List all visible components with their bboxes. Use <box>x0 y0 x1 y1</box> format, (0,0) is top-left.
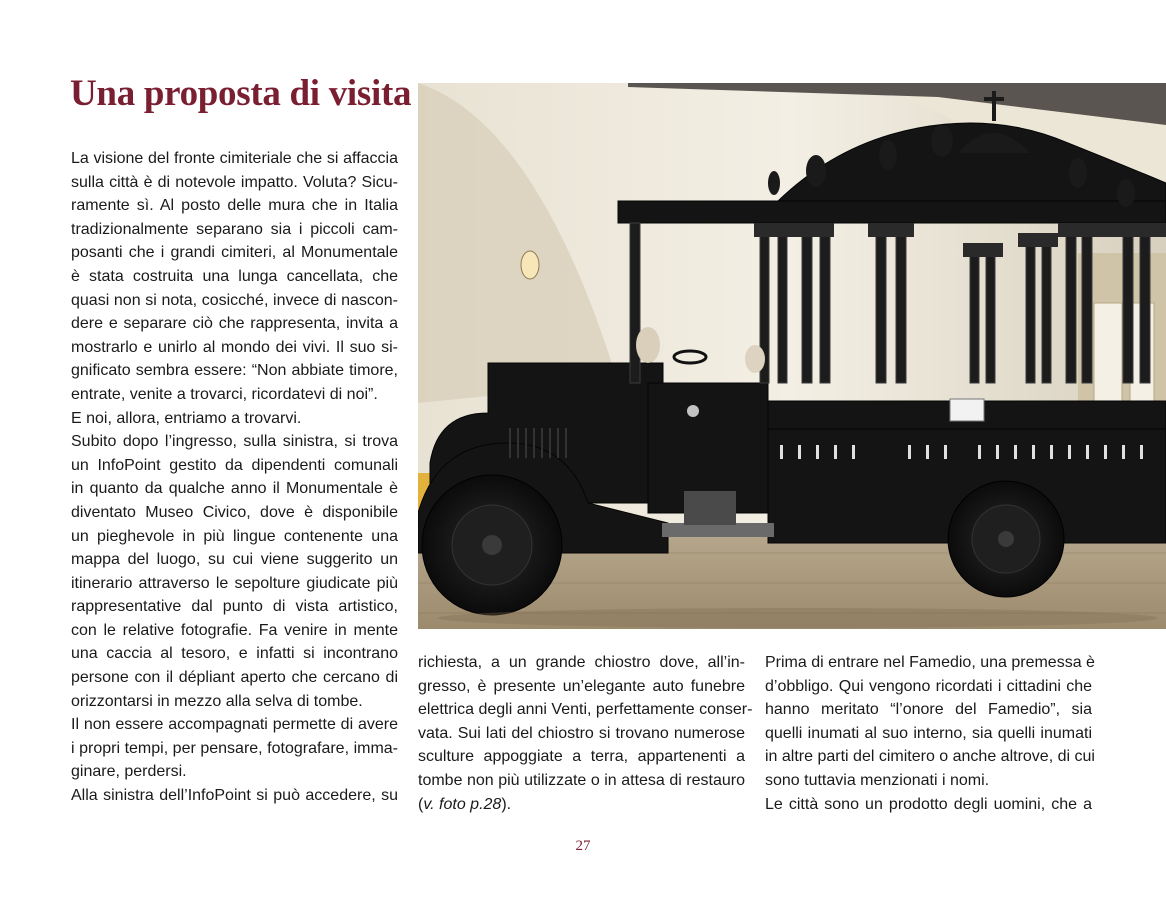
text-line: Il non essere accompagnati permette di avere <box>71 716 398 734</box>
page-number: 27 <box>575 838 591 854</box>
text-line: Le città sono un prodotto degli uomini, che a <box>765 795 1092 813</box>
text-line: vata. Sui lati del chiostro si trovano numerose <box>418 724 745 742</box>
text-line: sculture appoggiate a terra, appartenenti a <box>418 748 745 766</box>
text-line: mappa del luogo, su cui viene suggerito un <box>71 551 398 569</box>
text-line: ginare, perdersi. <box>71 763 187 781</box>
text-column-right <box>765 651 1095 816</box>
text-line: con le relative fotografie. Fa venire in mente <box>71 621 398 639</box>
text-line: ramente sì. Al posto delle mura che in Italia <box>71 197 398 215</box>
photo-reference: v. foto p.28 <box>423 795 502 813</box>
text-line: diventato Museo Civico, dove è disponibile <box>71 503 398 521</box>
text-line: sono tuttavia menzionati i nomi. <box>765 771 990 789</box>
text-line: persone con il dépliant aperto che cercano di <box>71 669 398 687</box>
text-column-middle <box>418 651 753 816</box>
text-line: La visione del fronte cimiteriale che si affaccia <box>71 150 398 167</box>
text-line: Prima di entrare nel Famedio, una premessa è <box>765 654 1095 671</box>
text-line: in altre parti del cimitero o anche altrove, di cui <box>765 748 1095 766</box>
text-line: è stata costruita una lunga cancellata, che <box>71 267 398 285</box>
text-line: elettrica degli anni Venti, perfettamente conser- <box>418 701 753 719</box>
text-line: tombe non più utilizzate o in attesa di restauro <box>418 771 745 789</box>
text-line: d’obbligo. Qui vengono ricordati i cittadini che <box>765 677 1092 695</box>
paren-close: ). <box>501 795 512 813</box>
text-line: itinerario attraverso le sepolture giudicate più <box>71 574 398 592</box>
text-line: gresso, è presente un’elegante auto funebre <box>418 677 745 695</box>
text-line: Alla sinistra dell’InfoPoint si può accedere, su <box>71 787 398 805</box>
text-line-photo-reference <box>418 793 745 817</box>
text-line: entrate, venite a trovarci, ricordatevi di noi”. <box>71 385 378 403</box>
text-line: mostrarlo e unirlo al mondo dei vivi. Il suo si- <box>71 338 398 356</box>
text-line: in quanto da qualche anno il Monumentale è <box>71 480 398 498</box>
text-line: quelli inumati al suo interno, sia quelli inumati <box>765 724 1092 742</box>
text-line: tradizionalmente separano sia i piccoli cam- <box>71 220 398 238</box>
text-line: posanti che i grandi cimiteri, al Monumentale <box>71 244 398 262</box>
text-column-left <box>71 147 398 808</box>
text-line: una caccia al tesoro, e infatti si incontrano <box>71 645 398 663</box>
text-line: E noi, allora, entriamo a trovarvi. <box>71 409 302 427</box>
photo-hearse <box>418 83 1166 629</box>
text-line: Subito dopo l’ingresso, sulla sinistra, si trova <box>71 433 398 451</box>
text-line: dere e separare ciò che rappresenta, invita a <box>71 315 398 333</box>
paren-open: ( <box>418 795 424 813</box>
text-line: hanno meritato “l’onore del Famedio”, sia <box>765 701 1092 719</box>
text-line: un InfoPoint gestito da dipendenti comunali <box>71 456 398 474</box>
text-line: orizzontarsi in mezzo alla selva di tombe. <box>71 692 363 710</box>
text-line: richiesta, a un grande chiostro dove, all’in- <box>418 654 745 671</box>
text-line: gnificato sembra essere: “Non abbiate timore, <box>71 362 398 380</box>
text-line: quasi non si nota, cosicché, invece di nascon- <box>71 291 398 309</box>
page-title: Una proposta di visita <box>70 73 412 114</box>
text-line: rappresentative dal punto di vista artistico, <box>71 598 398 616</box>
text-line: i propri tempi, per pensare, fotografare, imma- <box>71 739 398 757</box>
text-line: sulla città è di notevole impatto. Voluta? Sicu- <box>71 173 398 191</box>
text-line: un pieghevole in più lingue contenente una <box>71 527 398 545</box>
